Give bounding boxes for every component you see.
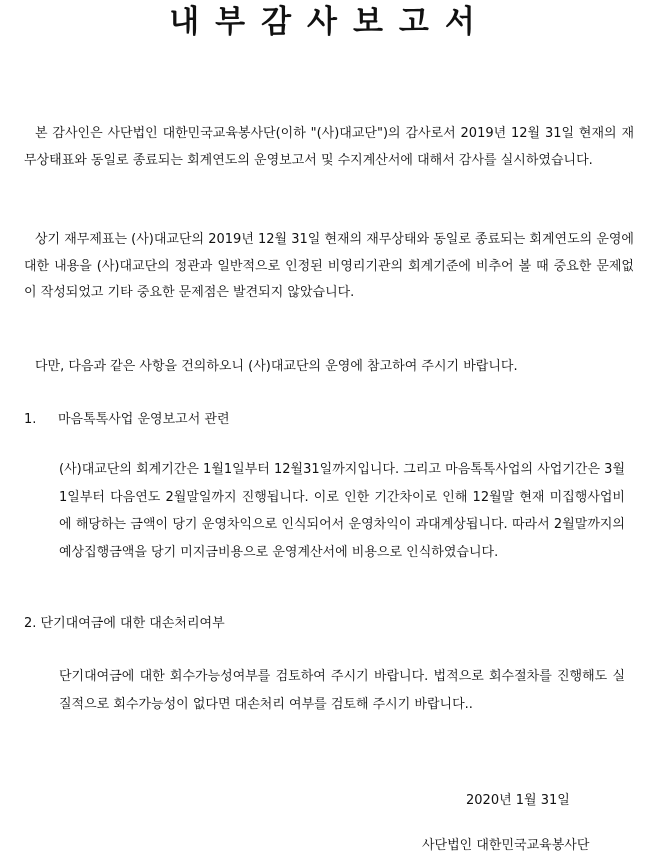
document-title: 내부감사보고서 (169, 4, 491, 40)
opinion-paragraph: 상기 재무제표는 (사)대교단의 2019년 12월 31일 현재의 재무상태와 동일로 종료되는 회계연도의 운영에 대한 내용을 (사)대교단의 정관과 일반적으로 인정된 비영리기관의 회계기준에 비추어 볼 때 중요한 문제없이 작성되었고 기타 중요한 문제점은 발견되지 않았습니다. (24, 232, 634, 300)
section-1-body: (사)대교단의 회계기간은 1월1일부터 12월31일까지입니다. 그리고 마음톡톡사업의 사업기간은 3월1일부터 다음연도 2월말일까지 진행됩니다. 이로 인한 기간차이로 인해 12월말 현재 미집행사업비에 해당하는 금액이 당기 운영차익으로 인식되어서 운영차익이 과대계상됩니다. 따라서 2월말까지의 예상집행금액을 당기 미지금비용으로 운영계산서에 비용으로 인식하였습니다. (59, 462, 625, 560)
section-2-body: 단기대여금에 대한 회수가능성여부를 검토하여 주시기 바랍니다. 법적으로 회수절차를 진행해도 실질적으로 회수가능성이 없다면 대손처리 여부를 검토해 주시기 바랍니다.. (59, 669, 625, 712)
intro-paragraph: 본 감사인은 사단법인 대한민국교육봉사단(이하 "(사)대교단")의 감사로서 2019년 12월 31일 현재의 재무상태표와 동일로 종료되는 회계연도의 운영보고서 및 수지계산서에 대해서 감사를 실시하였습니다. (24, 126, 634, 168)
section-1-heading (24, 407, 230, 433)
recommendation-intro: 다만, 다음과 같은 사항을 건의하오니 (사)대교단의 운영에 참고하여 주시기 바랍니다. (35, 359, 518, 374)
organization-name: 사단법인 대한민국교육봉사단 (422, 838, 590, 853)
report-date: 2020년 1월 31일 (466, 793, 570, 808)
section-1-number: 1. (24, 412, 37, 427)
section-2-number: 2. (24, 616, 37, 631)
section-1-title: 마음톡톡사업 운영보고서 관련 (58, 412, 230, 427)
section-2-title: 단기대여금에 대한 대손처리여부 (40, 616, 225, 631)
section-2-heading (24, 611, 225, 637)
